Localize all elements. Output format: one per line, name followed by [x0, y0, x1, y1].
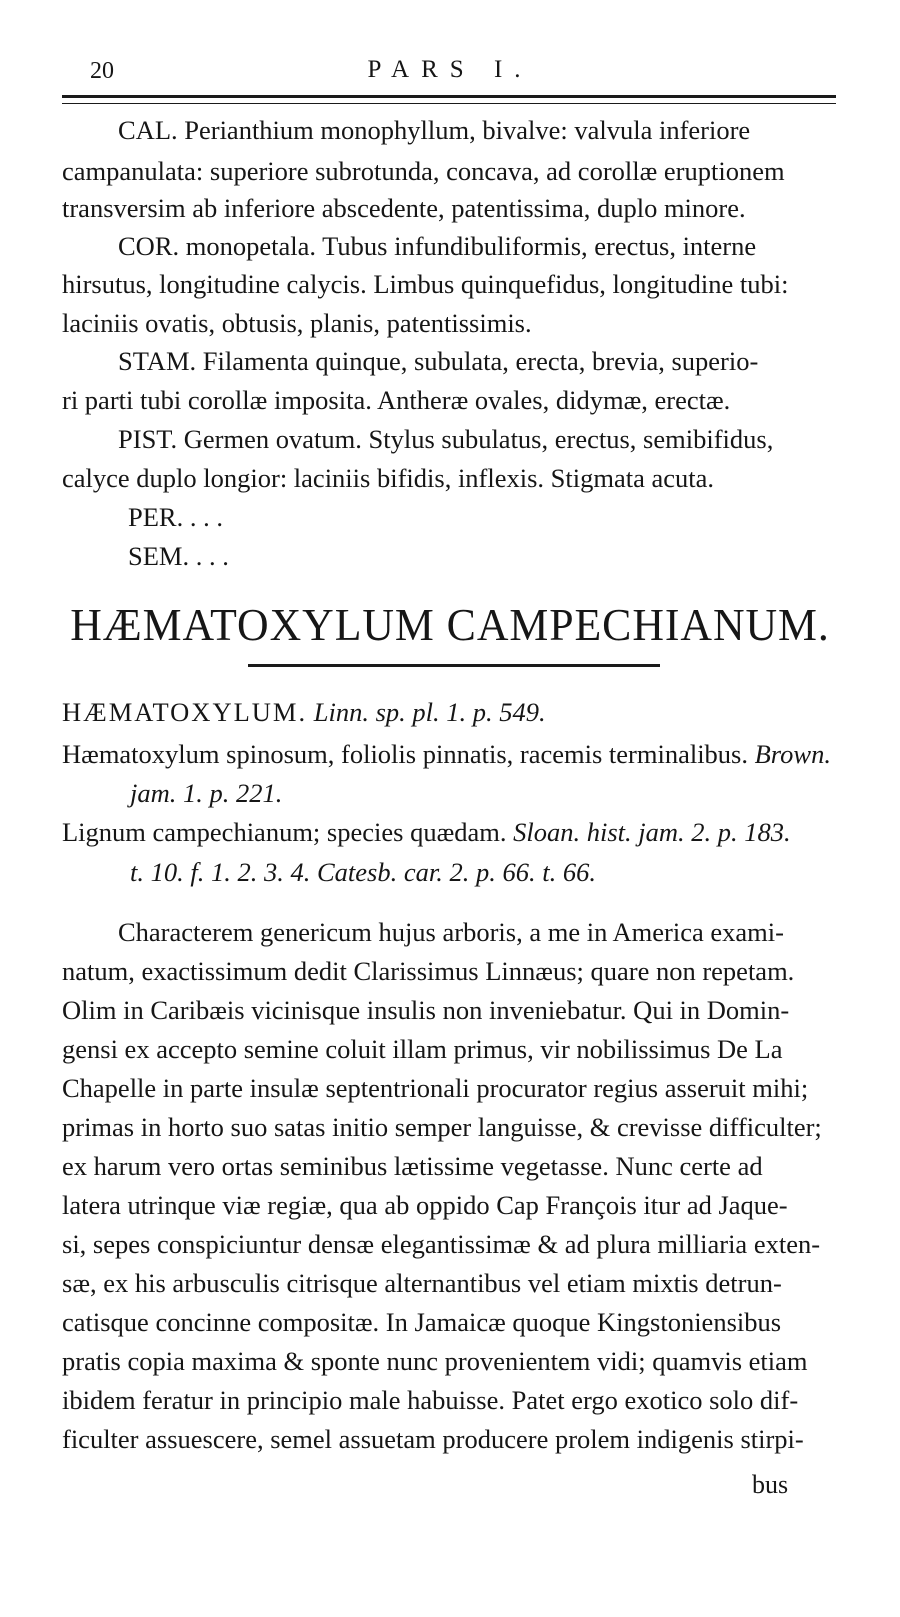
description-line: COR. monopetala. Tubus infundibuliformis, erectus, interne	[118, 231, 757, 261]
description-line: laciniis ovatis, obtusis, planis, patentissimis.	[62, 308, 532, 338]
body-line: natum, exactissimum dedit Clarissimus Linnæus; quare non repetam.	[62, 956, 795, 986]
body-line: catisque concinne compositæ. In Jamaicæ quoque Kingstoniensibus	[62, 1307, 782, 1337]
body-line: si, sepes conspiciuntur densæ elegantissimæ & ad plura milliaria exten-	[62, 1229, 821, 1259]
body-line: Chapelle in parte insulæ septentrionali procurator regius asseruit mihi;	[62, 1073, 809, 1103]
synonym-line	[62, 692, 546, 732]
body-line: primas in horto suo satas initio semper languisse, & crevisse difficulter;	[62, 1112, 822, 1142]
body-line: latera utrinque viæ regiæ, qua ab oppido Cap François itur ad Jaque-	[62, 1190, 788, 1220]
description-line: campanulata: superiore subrotunda, concava, ad corollæ eruptionem	[62, 156, 785, 186]
body-line: ex harum vero ortas seminibus lætissime vegetasse. Nunc certe ad	[62, 1151, 763, 1181]
description-line: calyce duplo longior: laciniis bifidis, inflexis. Stigmata acuta.	[62, 463, 715, 493]
synonym-text: Lignum campechianum; species quædam.	[62, 817, 507, 847]
description-line: transversim ab inferiore abscedente, patentissima, duplo minore.	[62, 193, 746, 223]
species-title: HÆMATOXYLUM CAMPECHIANUM.	[70, 599, 830, 650]
description-line: SEM. . . .	[128, 541, 229, 571]
synonym-continuation: jam. 1. p. 221.	[130, 778, 283, 808]
synonym-line	[62, 734, 831, 774]
description-line: hirsutus, longitudine calycis. Limbus quinquefidus, longitudine tubi:	[62, 269, 789, 299]
description-line: PIST. Germen ovatum. Stylus subulatus, erectus, semibifidus,	[118, 424, 774, 454]
description-line: STAM. Filamenta quinque, subulata, erecta, brevia, superio-	[118, 346, 759, 376]
synonym-reference: Linn. sp. pl. 1. p. 549.	[313, 697, 546, 727]
body-line: Olim in Caribæis vicinisque insulis non inveniebatur. Qui in Domin-	[62, 995, 790, 1025]
synonym-reference: Sloan. hist. jam. 2. p. 183.	[513, 817, 791, 847]
body-line: gensi ex accepto semine coluit illam primus, vir nobilissimus De La	[62, 1034, 783, 1064]
header-rule	[62, 95, 836, 102]
catchword: bus	[752, 1470, 789, 1499]
description-line: PER. . . .	[128, 502, 223, 532]
body-line: pratis copia maxima & sponte nunc provenientem vidi; quamvis etiam	[62, 1346, 808, 1376]
title-rule	[248, 664, 660, 667]
body-line: ibidem feratur in principio male habuisse. Patet ergo exotico solo dif-	[62, 1385, 799, 1415]
body-line: sæ, ex his arbusculis citrisque alternantibus vel etiam mixtis detrun-	[62, 1268, 782, 1298]
page-number: 20	[90, 58, 114, 84]
synonym-text: Hæmatoxylum spinosum, foliolis pinnatis, racemis terminalibus.	[62, 739, 748, 769]
running-title: PARS I.	[367, 56, 533, 83]
synonym-line	[62, 812, 791, 852]
description-line: ri parti tubi corollæ imposita. Antheræ ovales, didymæ, erectæ.	[62, 385, 731, 415]
synonym-reference: Brown.	[754, 739, 831, 769]
synonym-name: HÆMATOXYLUM.	[62, 697, 308, 727]
body-line: Characterem genericum hujus arboris, a me in America exami-	[118, 917, 784, 947]
body-line: ficulter assuescere, semel assuetam producere prolem indigenis stirpi-	[62, 1424, 804, 1454]
synonym-continuation: t. 10. f. 1. 2. 3. 4. Catesb. car. 2. p. 66. t. 66.	[130, 857, 596, 887]
description-line: CAL. Perianthium monophyllum, bivalve: valvula inferiore	[118, 115, 751, 145]
